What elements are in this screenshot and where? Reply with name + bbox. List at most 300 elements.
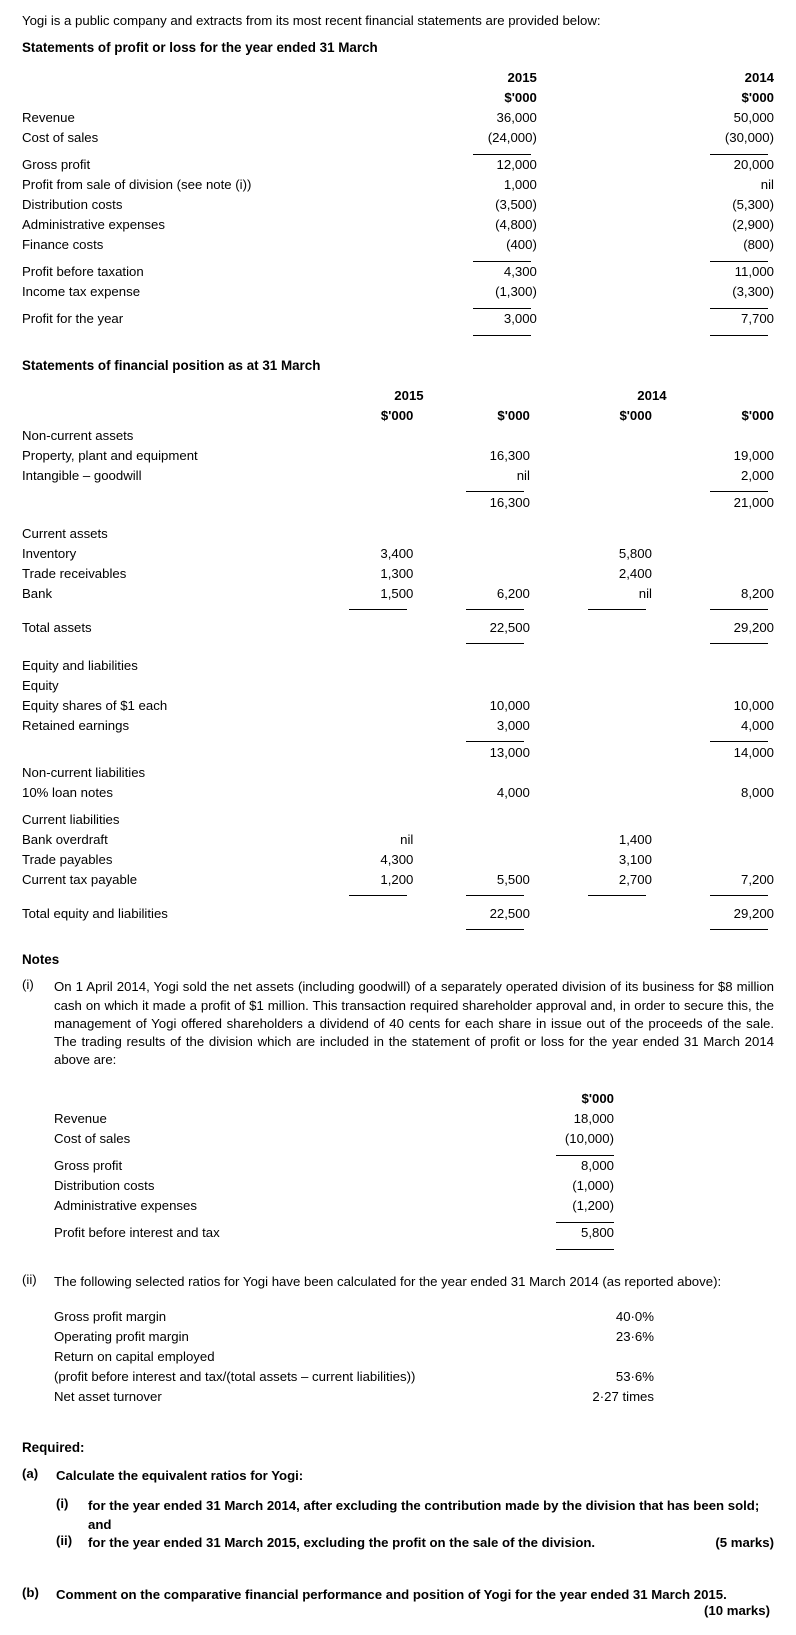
row-value-a [288, 692, 413, 712]
row-label: Distribution costs [22, 197, 123, 213]
subtotal-rule [22, 299, 774, 306]
row-value-2015: (1,300) [495, 284, 537, 300]
row-value-b: 13,000 [489, 744, 530, 760]
spacer-cell [537, 299, 634, 306]
row-value-2014: nil [760, 177, 774, 193]
empty-cell [22, 326, 395, 333]
row-value-d [652, 672, 774, 692]
row-value-2014: (5,300) [732, 197, 774, 213]
rule-col-a [288, 886, 413, 893]
row-value: 5,800 [580, 1225, 614, 1241]
row-label: Trade payables [22, 851, 113, 867]
empty-cell [22, 382, 288, 402]
sub-marker: (ii) [56, 1532, 73, 1548]
row-value-c: 1,400 [618, 831, 652, 847]
row-value-c: 2,700 [618, 871, 652, 887]
table-row [22, 580, 774, 600]
row-label [22, 489, 288, 509]
table-header-years [22, 65, 774, 85]
table-row [22, 712, 774, 732]
table-row [54, 1126, 614, 1146]
row-value-c [530, 759, 652, 779]
row-value-2014: 20,000 [733, 157, 774, 173]
row-value-2015: (3,500) [495, 197, 537, 213]
rule-col-d [652, 732, 774, 739]
table-row [54, 1153, 614, 1173]
row-value-c [530, 652, 652, 672]
row-value-c [530, 692, 652, 712]
row-value-a [288, 672, 413, 692]
note-item-ii [22, 1273, 774, 1291]
rule-2015 [395, 145, 537, 152]
subtotal-rule [22, 145, 774, 152]
table-header-units [54, 1086, 614, 1106]
row-label: Profit from sale of division (see note (i)) [22, 177, 252, 193]
row-value-c: nil [638, 585, 652, 601]
table-row [22, 520, 774, 540]
row-value-b: 22,500 [489, 905, 530, 921]
row-value: (1,000) [572, 1178, 614, 1194]
table-row [22, 442, 774, 462]
table-row [22, 739, 774, 759]
rule-col-d [652, 634, 774, 641]
empty-cell [288, 732, 413, 739]
total-rule [54, 1240, 614, 1247]
subtotal-rule [54, 1213, 614, 1220]
division-results-table [54, 1086, 614, 1247]
row-value-b [413, 846, 530, 866]
table-row [22, 192, 774, 212]
row-value-c [530, 672, 652, 692]
sub-text-wrap [88, 1534, 774, 1552]
row-value-2014: (2,900) [732, 217, 774, 233]
spacer-row [22, 641, 774, 652]
row-label: Intangible – goodwill [22, 467, 142, 483]
table-header-years [22, 382, 774, 402]
unit-header-col-d: $'000 [741, 407, 774, 423]
row-value-2015: 36,000 [496, 110, 537, 126]
row-value-2015: (24,000) [487, 130, 537, 146]
row-value-b [413, 806, 530, 826]
ratio-value: 40·0% [615, 1309, 654, 1325]
row-value-b [413, 422, 530, 442]
part-text: Comment on the comparative financial performance and position of Yogi for the year ended 31 March 2015. [56, 1587, 727, 1603]
row-label: Distribution costs [54, 1178, 155, 1194]
note-marker: (i) [22, 977, 34, 993]
rule-2015 [395, 299, 537, 306]
empty-cell [530, 920, 652, 927]
table-row [22, 105, 774, 125]
financial-position-table [22, 382, 774, 927]
row-label: Profit before interest and tax [54, 1225, 220, 1241]
total-rule [22, 920, 774, 927]
financial-position-heading: Statements of financial position as at 31 March [22, 357, 321, 373]
marks-allocation: (5 marks) [715, 1534, 774, 1550]
rule-2014 [634, 299, 774, 306]
note-item-i [22, 978, 774, 1069]
spacer-row [22, 509, 774, 520]
row-value-c [530, 442, 652, 462]
row-value-c [530, 739, 652, 759]
profit-loss-heading: Statements of profit or loss for the year ended 31 March [22, 40, 378, 56]
spacer-cell [537, 125, 634, 145]
row-value-2015: 12,000 [496, 157, 537, 173]
row-value-c [530, 462, 652, 482]
empty-cell [22, 402, 288, 422]
table-row [22, 172, 774, 192]
row-value-a: nil [400, 831, 414, 847]
row-value-a [288, 900, 413, 920]
row-value-c [530, 520, 652, 540]
row-value-a [288, 462, 413, 482]
spacer-cell [537, 259, 634, 279]
row-value-b: 10,000 [489, 697, 530, 713]
empty-cell [288, 482, 413, 489]
row-value-a: 1,300 [380, 565, 414, 581]
row-label: Trade receivables [22, 565, 127, 581]
row-label: Administrative expenses [22, 217, 165, 233]
year-header-2014: 2014 [637, 387, 667, 403]
rule-col-d [652, 482, 774, 489]
row-value-b [413, 520, 530, 540]
sub-text: for the year ended 31 March 2015, excluding the profit on the sale of the division. [88, 1534, 596, 1550]
table-row [22, 560, 774, 580]
row-value-a: 4,300 [380, 851, 414, 867]
rule-2014 [634, 252, 774, 259]
table-row [22, 900, 774, 920]
row-value-d [652, 846, 774, 866]
row-value-a [288, 759, 413, 779]
row-value-a [288, 806, 413, 826]
table-row [22, 232, 774, 252]
subtotal-rule [22, 482, 774, 489]
row-label: Non-current liabilities [22, 764, 146, 780]
required-part-b [22, 1586, 774, 1604]
row-value-d: 2,000 [740, 467, 774, 483]
intro-paragraph: Yogi is a public company and extracts from its most recent financial statements are provided below: [22, 13, 601, 28]
table-row [22, 692, 774, 712]
table-row [22, 540, 774, 560]
empty-cell [288, 634, 413, 641]
required-part-a-sub-i [56, 1497, 774, 1533]
row-value-a: 1,200 [380, 871, 414, 887]
row-label: Cost of sales [22, 130, 99, 146]
empty-cell [22, 732, 288, 739]
table-header-units [22, 402, 774, 422]
row-value-b: 5,500 [496, 871, 530, 887]
row-label: Property, plant and equipment [22, 447, 198, 463]
row-label: Profit before taxation [22, 264, 144, 280]
table-row [22, 212, 774, 232]
rule-col-b [413, 600, 530, 607]
table-row [54, 1327, 654, 1347]
empty-cell [22, 299, 395, 306]
row-value-c: 3,100 [618, 851, 652, 867]
row-label: Bank [22, 585, 53, 601]
row-value-d [652, 806, 774, 826]
table-row [22, 152, 774, 172]
table-row [54, 1347, 654, 1367]
rule-col-b [413, 920, 530, 927]
spacer-cell [537, 85, 634, 105]
row-value-b: 6,200 [496, 585, 530, 601]
spacer-cell [537, 252, 634, 259]
rule-col-d [652, 920, 774, 927]
row-value-b: 16,300 [489, 447, 530, 463]
row-value-2014: (3,300) [732, 284, 774, 300]
rule-col-d [652, 886, 774, 893]
row-value-a [288, 779, 413, 799]
row-value-d [652, 520, 774, 540]
row-value-b: 16,300 [489, 494, 530, 510]
row-value-d: 29,200 [733, 619, 774, 635]
table-row [22, 259, 774, 279]
rule-cell [464, 1240, 614, 1247]
rule-col-d [652, 600, 774, 607]
row-value-d [652, 759, 774, 779]
empty-cell [22, 634, 288, 641]
empty-cell [22, 600, 288, 607]
row-value-c [530, 712, 652, 732]
table-row [54, 1173, 614, 1193]
row-label: Equity shares of $1 each [22, 697, 168, 713]
rule-2015 [395, 326, 537, 333]
spacer-cell [537, 212, 634, 232]
row-label: Finance costs [22, 237, 104, 253]
table-row [22, 826, 774, 846]
row-label: 10% loan notes [22, 784, 113, 800]
row-value-d: 7,200 [740, 871, 774, 887]
spacer-cell [537, 326, 634, 333]
rule-col-b [413, 634, 530, 641]
empty-cell [22, 920, 288, 927]
subtotal-rule [22, 886, 774, 893]
row-value-b: 4,000 [496, 784, 530, 800]
rule-col-c [530, 886, 652, 893]
table-row [22, 125, 774, 145]
year-header-2015: 2015 [394, 387, 424, 403]
required-part-a-sub-ii [56, 1534, 774, 1552]
rule-cell [464, 1213, 614, 1220]
row-label: Profit for the year [22, 311, 124, 327]
row-value-2014: 50,000 [733, 110, 774, 126]
row-label: Gross profit [22, 157, 91, 173]
ratio-label: Net asset turnover [54, 1389, 162, 1405]
part-marker: (a) [22, 1466, 39, 1482]
subtotal-rule [22, 732, 774, 739]
row-label: Current liabilities [22, 811, 120, 827]
empty-cell [54, 1213, 464, 1220]
ratio-value: 23·6% [615, 1329, 654, 1345]
table-row [22, 806, 774, 826]
rule-col-c [530, 600, 652, 607]
note-marker: (ii) [22, 1271, 37, 1287]
row-value-2015: (400) [506, 237, 537, 253]
unit-header-2015: $'000 [504, 90, 537, 106]
spacer-cell [537, 192, 634, 212]
empty-cell [22, 252, 395, 259]
marks-allocation-b: (10 marks) [704, 1603, 770, 1619]
rule-col-a [288, 600, 413, 607]
unit-header-col-b: $'000 [497, 407, 530, 423]
row-value-c [530, 900, 652, 920]
row-value-2014: 11,000 [734, 264, 774, 280]
ratio-value: 53·6% [615, 1369, 654, 1385]
profit-loss-table [22, 65, 774, 333]
spacer-cell [537, 145, 634, 152]
row-label: Total assets [22, 619, 92, 635]
row-value-2015: 1,000 [503, 177, 537, 193]
row-value-2015: (4,800) [495, 217, 537, 233]
row-value-c: 5,800 [618, 545, 652, 561]
unit-header: $'000 [581, 1091, 614, 1107]
row-label: Cost of sales [54, 1131, 131, 1147]
spacer-row [22, 799, 774, 806]
empty-cell [288, 920, 413, 927]
unit-header-col-c: $'000 [619, 407, 652, 423]
row-value-c [530, 489, 652, 509]
row-value-b [413, 759, 530, 779]
row-value: (1,200) [572, 1198, 614, 1214]
row-value-b: 3,000 [496, 717, 530, 733]
row-label: Non-current assets [22, 427, 134, 443]
row-value-a: 1,500 [380, 585, 414, 601]
table-row [22, 652, 774, 672]
table-row [22, 462, 774, 482]
row-value-a [288, 489, 413, 509]
table-row [22, 846, 774, 866]
part-marker: (b) [22, 1585, 39, 1601]
table-row [54, 1307, 654, 1327]
table-header-units [22, 85, 774, 105]
notes-heading: Notes [22, 952, 60, 968]
row-value-c: 2,400 [618, 565, 652, 581]
row-label: Retained earnings [22, 717, 130, 733]
row-value-d: 8,000 [740, 784, 774, 800]
row-value-d [652, 826, 774, 846]
row-value: (10,000) [564, 1131, 614, 1147]
empty-cell [22, 145, 395, 152]
table-row [22, 489, 774, 509]
note-text: On 1 April 2014, Yogi sold the net assets (including goodwill) of a separately operated division of its business for $8 million cash on which it made a profit of $1 million. This transaction required shareholder approval and, in order to secure this, the management of Yogi offered shareholders a dividend of 40 cents for each share in issue out of the proceeds of the sale. The trading results of the division which are included in the statement of profit or loss for the year ended 31 March 2014 above are: [54, 979, 774, 1068]
subtotal-rule [54, 1146, 614, 1153]
row-value-2015: 3,000 [503, 311, 537, 327]
table-row [22, 422, 774, 442]
empty-cell [54, 1240, 464, 1247]
row-label: Bank overdraft [22, 831, 108, 847]
table-row [22, 306, 774, 326]
spacer-cell [537, 279, 634, 299]
row-value-a [288, 712, 413, 732]
ratio-label: Return on capital employed [54, 1349, 215, 1365]
row-value-b: nil [516, 467, 530, 483]
table-row [54, 1193, 614, 1213]
row-value: 18,000 [573, 1111, 614, 1127]
row-value-b [413, 540, 530, 560]
table-row [22, 866, 774, 886]
ratio-label: (profit before interest and tax/(total assets – current liabilities)) [54, 1369, 416, 1385]
row-label: Total equity and liabilities [22, 905, 168, 921]
empty-cell [22, 85, 395, 105]
unit-header-col-a: $'000 [380, 407, 414, 423]
row-label: Equity and liabilities [22, 657, 138, 673]
sub-text: for the year ended 31 March 2014, after excluding the contribution made by the division that has been sold; and [88, 1498, 760, 1532]
spacer-cell [537, 306, 634, 326]
unit-header-2014: $'000 [741, 90, 774, 106]
total-rule [22, 634, 774, 641]
subtotal-rule [22, 252, 774, 259]
row-label: Income tax expense [22, 284, 141, 300]
year-header-2015: 2015 [507, 70, 537, 86]
row-value-d: 4,000 [740, 717, 774, 733]
rule-col-b [413, 482, 530, 489]
row-value-a: 3,400 [380, 545, 414, 561]
rule-cell [464, 1146, 614, 1153]
row-value-c [530, 806, 652, 826]
row-label: Administrative expenses [54, 1198, 197, 1214]
row-value-d [652, 540, 774, 560]
empty-cell [530, 634, 652, 641]
required-part-a [22, 1467, 774, 1485]
row-value-d [652, 560, 774, 580]
rule-col-b [413, 732, 530, 739]
ratio-value: 2·27 times [592, 1389, 654, 1405]
spacer-cell [537, 232, 634, 252]
ratio-value [474, 1347, 654, 1367]
row-label: Inventory [22, 545, 77, 561]
row-value-2014: (800) [743, 237, 774, 253]
row-label: Gross profit [54, 1158, 123, 1174]
table-row [22, 779, 774, 799]
row-label: Revenue [22, 110, 75, 126]
spacer-cell [537, 172, 634, 192]
empty-cell [22, 482, 288, 489]
row-value-b [413, 826, 530, 846]
row-value-d: 14,000 [733, 744, 774, 760]
empty-cell [530, 732, 652, 739]
ratios-table [54, 1307, 654, 1407]
row-value-b [413, 560, 530, 580]
row-value-d: 10,000 [733, 697, 774, 713]
ratio-label: Gross profit margin [54, 1309, 167, 1325]
row-label: Current tax payable [22, 871, 138, 887]
table-row [54, 1367, 654, 1387]
row-value: 8,000 [580, 1158, 614, 1174]
spacer-cell [537, 152, 634, 172]
row-value-a [288, 422, 413, 442]
sub-marker: (i) [56, 1496, 69, 1512]
rule-2014 [634, 326, 774, 333]
table-row [22, 279, 774, 299]
rule-col-b [413, 886, 530, 893]
year-header-2014: 2014 [744, 70, 774, 86]
subtotal-rule [22, 600, 774, 607]
rule-2015 [395, 252, 537, 259]
row-value-a [288, 614, 413, 634]
empty-cell [54, 1086, 464, 1106]
empty-cell [22, 65, 395, 85]
rule-2014 [634, 145, 774, 152]
row-value-d: 8,200 [740, 585, 774, 601]
row-value-a [288, 520, 413, 540]
table-row [22, 759, 774, 779]
row-value-a [288, 442, 413, 462]
row-value-d: 19,000 [733, 447, 774, 463]
part-text: Calculate the equivalent ratios for Yogi: [56, 1468, 304, 1484]
row-value-a [288, 652, 413, 672]
row-value-2014: (30,000) [724, 130, 774, 146]
table-row [54, 1387, 654, 1407]
